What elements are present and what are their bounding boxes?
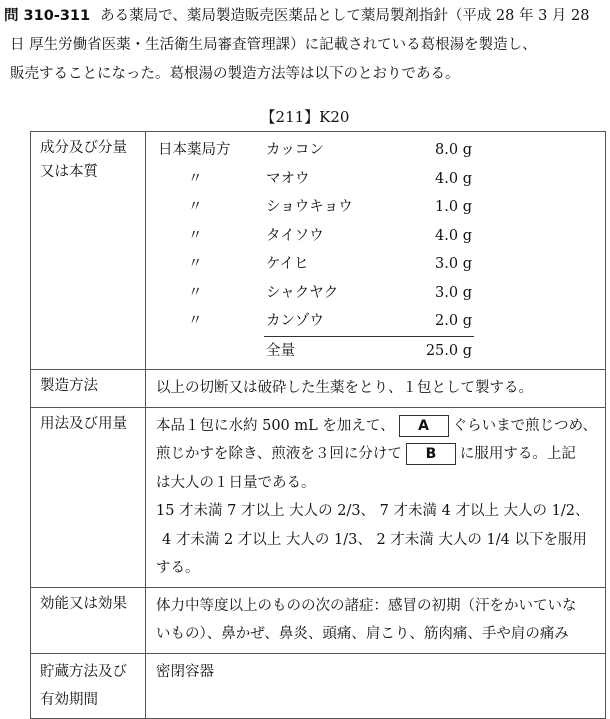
dosage-line-5: 4 才未満 2 才以上 大人の 1/3、 2 才未満 大人の 1/4 以下を服用 bbox=[162, 531, 587, 548]
dosage-line-3: は大人の１日量である。 bbox=[156, 474, 316, 491]
intro-line-1: 問 310-311 ある薬局で、薬局製造販売医薬品として薬局製剤指針（平成 28 年 3 月 28 bbox=[4, 8, 590, 24]
method-text: 以上の切断又は破砕した生薬をとり、１包として製する。 bbox=[146, 370, 606, 408]
ingredients-row bbox=[31, 132, 606, 370]
ingredients-cell bbox=[146, 132, 606, 370]
ingredients-label: 成分及び分量又は本質 bbox=[31, 132, 146, 370]
dosage-row bbox=[31, 407, 606, 587]
storage-row bbox=[31, 653, 606, 718]
storage-text: 密閉容器 bbox=[146, 653, 606, 718]
ingredients-grid: 日本薬局方 カッコン 8.0 g 〃 マオウ 4.0 g 〃 ショウキョウ 1.0 g 〃 タイソウ 4.0 g 〃 ケイヒ 3.0 g 〃 シャクヤク 3.0 g 〃 カンゾウ 2.0 g 全量 25.0 g bbox=[156, 136, 599, 365]
question-number: 問 310-311 bbox=[4, 8, 91, 24]
blank-a-box: A bbox=[399, 415, 449, 437]
dosage-line-2: 煎じかすを除き、煎液を３回に分けて B に服用する。上記 bbox=[156, 440, 599, 469]
efficacy-cell bbox=[146, 587, 606, 653]
method-label: 製造方法 bbox=[31, 370, 146, 408]
efficacy-line-2: いもの）、鼻かぜ、鼻炎、頭痛、肩こり、筋肉痛、手や肩の痛み bbox=[156, 626, 569, 642]
efficacy-line-1: 体力中等度以上のものの次の諸症：感冒の初期（汗をかいていな bbox=[156, 597, 577, 614]
dosage-line-6: する。 bbox=[156, 560, 200, 576]
dosage-line-1: 本品１包に水約 500 mL を加えて、 A ぐらいまで煎じつめ、 bbox=[156, 412, 599, 441]
dosage-label: 用法及び用量 bbox=[31, 407, 146, 587]
method-row bbox=[31, 370, 606, 408]
efficacy-row bbox=[31, 587, 606, 653]
table-caption: 【211】K20 bbox=[260, 108, 350, 126]
spec-table bbox=[30, 131, 606, 719]
efficacy-label: 効能又は効果 bbox=[31, 587, 146, 653]
dosage-line-4: 15 才未満 7 才以上 大人の 2/3、 7 才未満 4 才以上 大人の 1/2、 bbox=[156, 503, 590, 519]
storage-label: 貯蔵方法及び 有効期間 bbox=[31, 653, 146, 718]
dosage-cell bbox=[146, 407, 606, 587]
question-intro bbox=[4, 2, 606, 89]
intro-line-3: 販売することになった。葛根湯の製造方法等は以下のとおりである。 bbox=[10, 66, 460, 82]
intro-line-2: 日 厚生労働省医薬・生活衛生局審査管理課）に記載されている葛根湯を製造し、 bbox=[10, 37, 537, 53]
blank-b-box: B bbox=[406, 443, 456, 465]
